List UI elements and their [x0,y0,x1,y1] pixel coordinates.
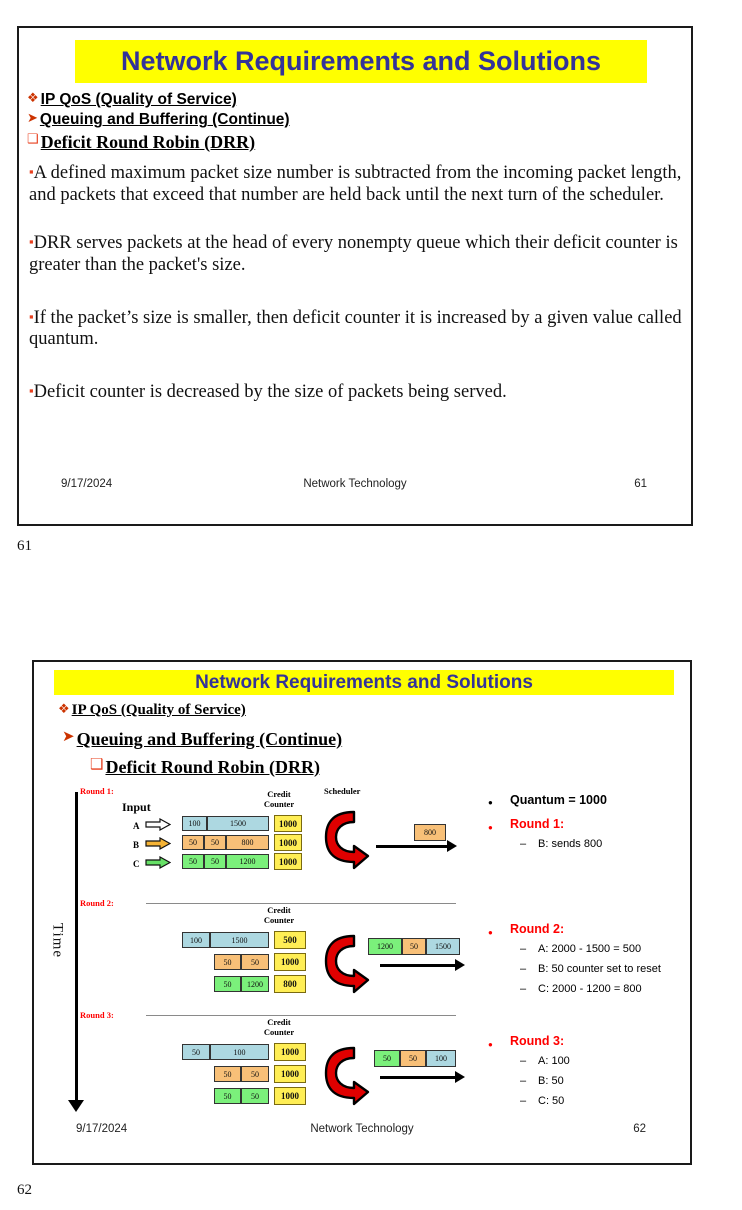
slide-2-title: Network Requirements and Solutions [195,671,533,693]
credit-counter-line2: Counter [263,914,295,925]
packet-r1-b-1: 50 [204,835,226,850]
round-2-separator [146,903,456,904]
slide-2-footer-page: 62 [633,1123,646,1135]
dash-icon-r1-0: – [520,838,527,850]
round-3-note-item-1: B: 50 [538,1075,564,1087]
arrow-bullet-icon: ➤ [62,729,75,745]
packet-r2-a-1: 1500 [210,932,269,948]
slide-1-footer-center: Network Technology [303,478,407,490]
time-axis-arrowhead-icon [68,1100,84,1112]
slide-1-paragraph-3 [27,382,683,404]
round-3-label: Round 3: [80,1010,114,1020]
output-line-r1 [376,845,448,848]
round-2-note-item-1: B: 50 counter set to reset [538,963,661,975]
slide-1-heading-label-0: IP QoS (Quality of Service) [40,91,237,108]
slide-1-paragraph-1 [27,233,683,277]
slide-2-footer-center: Network Technology [310,1123,414,1135]
slide-1-title: Network Requirements and Solutions [120,46,602,76]
scheduler-circular-arrow-icon-r2 [320,928,370,994]
packet-r3-c-1: 50 [241,1088,269,1104]
slide-1-footer [19,478,691,494]
output-packet-r3-1: 50 [400,1050,426,1067]
slide-2-heading-label-2: Deficit Round Robin (DRR) [105,757,320,777]
dash-icon-r2-1: – [520,963,527,975]
square-bullet-icon: ▪ [29,383,34,399]
bullet-dot-icon-round-2: ● [488,928,493,937]
packet-r3-a-0: 50 [182,1044,210,1060]
round-2-note-item-0: A: 2000 - 1500 = 500 [538,943,642,955]
round-3-note-item-0: A: 100 [538,1055,570,1067]
packet-r3-a-1: 100 [210,1044,269,1060]
output-packet-r1-0: 800 [414,824,446,841]
slide-2-heading-ip-qos [58,701,246,720]
credit-counter-line1: Credit [267,1017,291,1027]
output-packet-r2-2: 1500 [426,938,460,955]
slide-2[interactable] [32,660,692,1165]
quantum-note: Quantum = 1000 [510,793,607,807]
output-arrowhead-icon-r2 [455,959,465,971]
round-1-note-title: Round 1: [510,817,565,831]
output-packet-r3-0: 50 [374,1050,400,1067]
slide-1-footer-date: 9/17/2024 [61,478,113,490]
packet-r2-b-1: 50 [241,954,269,970]
time-axis-line [75,792,78,1102]
dash-icon-r2-0: – [520,943,527,955]
slide-1-body [27,90,683,404]
slide-2-heading-drr [90,756,320,779]
round-2-label: Round 2: [80,898,114,908]
square-bullet-icon: ▪ [29,233,34,249]
queue-label-c-r1: C [133,859,140,869]
slide-1-paragraph-text-0: A defined maximum packet size number is subtracted from the incoming packet length, and packets that exceed that number are held back until the next turn of the scheduler. [29,163,682,206]
credit-counter-line1: Credit [267,789,291,799]
bullet-dot-icon-round-1: ● [488,823,493,832]
input-arrow-b-icon [145,837,171,850]
slide-1-paragraph-0 [27,163,683,207]
credit-counter-label-r3 [256,1018,302,1037]
credit-counter-r3-c: 1000 [274,1087,306,1105]
dash-icon-r3-2: – [520,1095,527,1107]
slide-1-paragraph-2 [27,308,683,352]
credit-counter-r2-b: 1000 [274,953,306,971]
slide-1-heading-label-2: Deficit Round Robin (DRR) [40,131,256,152]
output-line-r2 [380,964,456,967]
slide-2-heading-label-0: IP QoS (Quality of Service) [71,702,246,718]
thumbnail-number-2: 62 [17,1182,32,1198]
slide-2-footer-date: 9/17/2024 [76,1123,128,1135]
output-packet-r3-2: 100 [426,1050,456,1067]
credit-counter-line2: Counter [263,798,295,809]
round-3-separator [146,1015,456,1016]
slide-1-paragraph-text-3: Deficit counter is decreased by the size of packets being served. [33,382,507,403]
round-3-note-title: Round 3: [510,1034,565,1048]
diamond-bullet-icon: ❖ [27,90,39,105]
credit-counter-r3-a: 1000 [274,1043,306,1061]
credit-counter-r1-b: 1000 [274,834,302,851]
thumbnail-number-1: 61 [17,538,32,554]
slide-1-heading-drr [27,131,683,154]
arrow-bullet-icon: ➤ [27,110,38,126]
credit-counter-r1-c: 1000 [274,853,302,870]
slide-1-heading-queuing [27,110,683,129]
dash-icon-r2-2: – [520,983,527,995]
round-3-note-item-2: C: 50 [538,1095,565,1107]
round-1-note-item-0: B: sends 800 [538,838,603,850]
slide-2-heading-queuing [62,728,342,751]
credit-counter-label-r2 [256,906,302,925]
credit-counter-label-r1 [256,790,302,809]
packet-r1-c-2: 1200 [226,854,269,869]
slide-1-heading-ip-qos [27,90,683,109]
packet-r1-c-1: 50 [204,854,226,869]
square-bullet-icon: ▪ [29,308,34,324]
input-arrow-a-icon [145,818,171,831]
packet-r1-b-0: 50 [182,835,204,850]
square-bullet-icon: ❑ [27,130,39,146]
packet-r1-b-2: 800 [226,835,269,850]
packet-r2-c-1: 1200 [241,976,269,992]
credit-counter-line1: Credit [267,905,291,915]
credit-counter-r2-c: 800 [274,975,306,993]
square-bullet-icon: ❑ [90,757,104,773]
diamond-bullet-icon: ❖ [58,701,70,716]
input-arrow-c-icon [145,856,171,869]
packet-r2-c-0: 50 [214,976,241,992]
packet-r3-b-1: 50 [241,1066,269,1082]
packet-r2-a-0: 100 [182,932,210,948]
credit-counter-r3-b: 1000 [274,1065,306,1083]
credit-counter-r2-a: 500 [274,931,306,949]
packet-r1-c-0: 50 [182,854,204,869]
credit-counter-line2: Counter [263,1026,295,1037]
drr-diagram [34,782,694,1122]
bullet-dot-icon-round-3: ● [488,1040,493,1049]
slide-1[interactable] [17,26,693,526]
packet-r1-a-1: 1500 [207,816,269,831]
output-packet-r2-0: 1200 [368,938,402,955]
output-packet-r2-1: 50 [402,938,426,955]
slide-2-footer [34,1123,690,1139]
output-arrowhead-icon-r3 [455,1071,465,1083]
scheduler-circular-arrow-icon-r3 [320,1040,370,1106]
slide-1-heading-label-1: Queuing and Buffering (Continue) [39,111,290,129]
slide-1-paragraph-text-2: If the packet’s size is smaller, then deficit counter it is increased by a given value called quantum. [29,307,682,350]
queue-label-b-r1: B [133,840,140,850]
bullet-dot-icon-quantum: ● [488,798,493,807]
dash-icon-r3-1: – [520,1075,527,1087]
slide-1-title-banner [75,40,647,83]
scheduler-label: Scheduler [324,786,361,796]
packet-r3-c-0: 50 [214,1088,241,1104]
packet-r1-a-0: 100 [182,816,207,831]
credit-counter-r1-a: 1000 [274,815,302,832]
output-arrowhead-icon-r1 [447,840,457,852]
time-axis-label: Time [49,922,66,959]
round-1-label: Round 1: [80,786,114,796]
dash-icon-r3-0: – [520,1055,527,1067]
scheduler-circular-arrow-icon-r1 [320,804,370,870]
output-line-r3 [380,1076,456,1079]
slide-1-footer-page: 61 [634,478,647,490]
packet-r2-b-0: 50 [214,954,241,970]
round-2-note-item-2: C: 2000 - 1200 = 800 [538,983,642,995]
slide-1-paragraph-text-1: DRR serves packets at the head of every nonempty queue which their deficit counter is greater than the packet's size. [29,232,678,275]
packet-r3-b-0: 50 [214,1066,241,1082]
slide-2-title-banner [54,670,674,695]
square-bullet-icon: ▪ [29,164,34,180]
slide-2-heading-label-1: Queuing and Buffering (Continue) [76,729,343,749]
queue-label-a-r1: A [133,821,140,831]
input-label: Input [122,800,151,814]
round-2-note-title: Round 2: [510,922,565,936]
